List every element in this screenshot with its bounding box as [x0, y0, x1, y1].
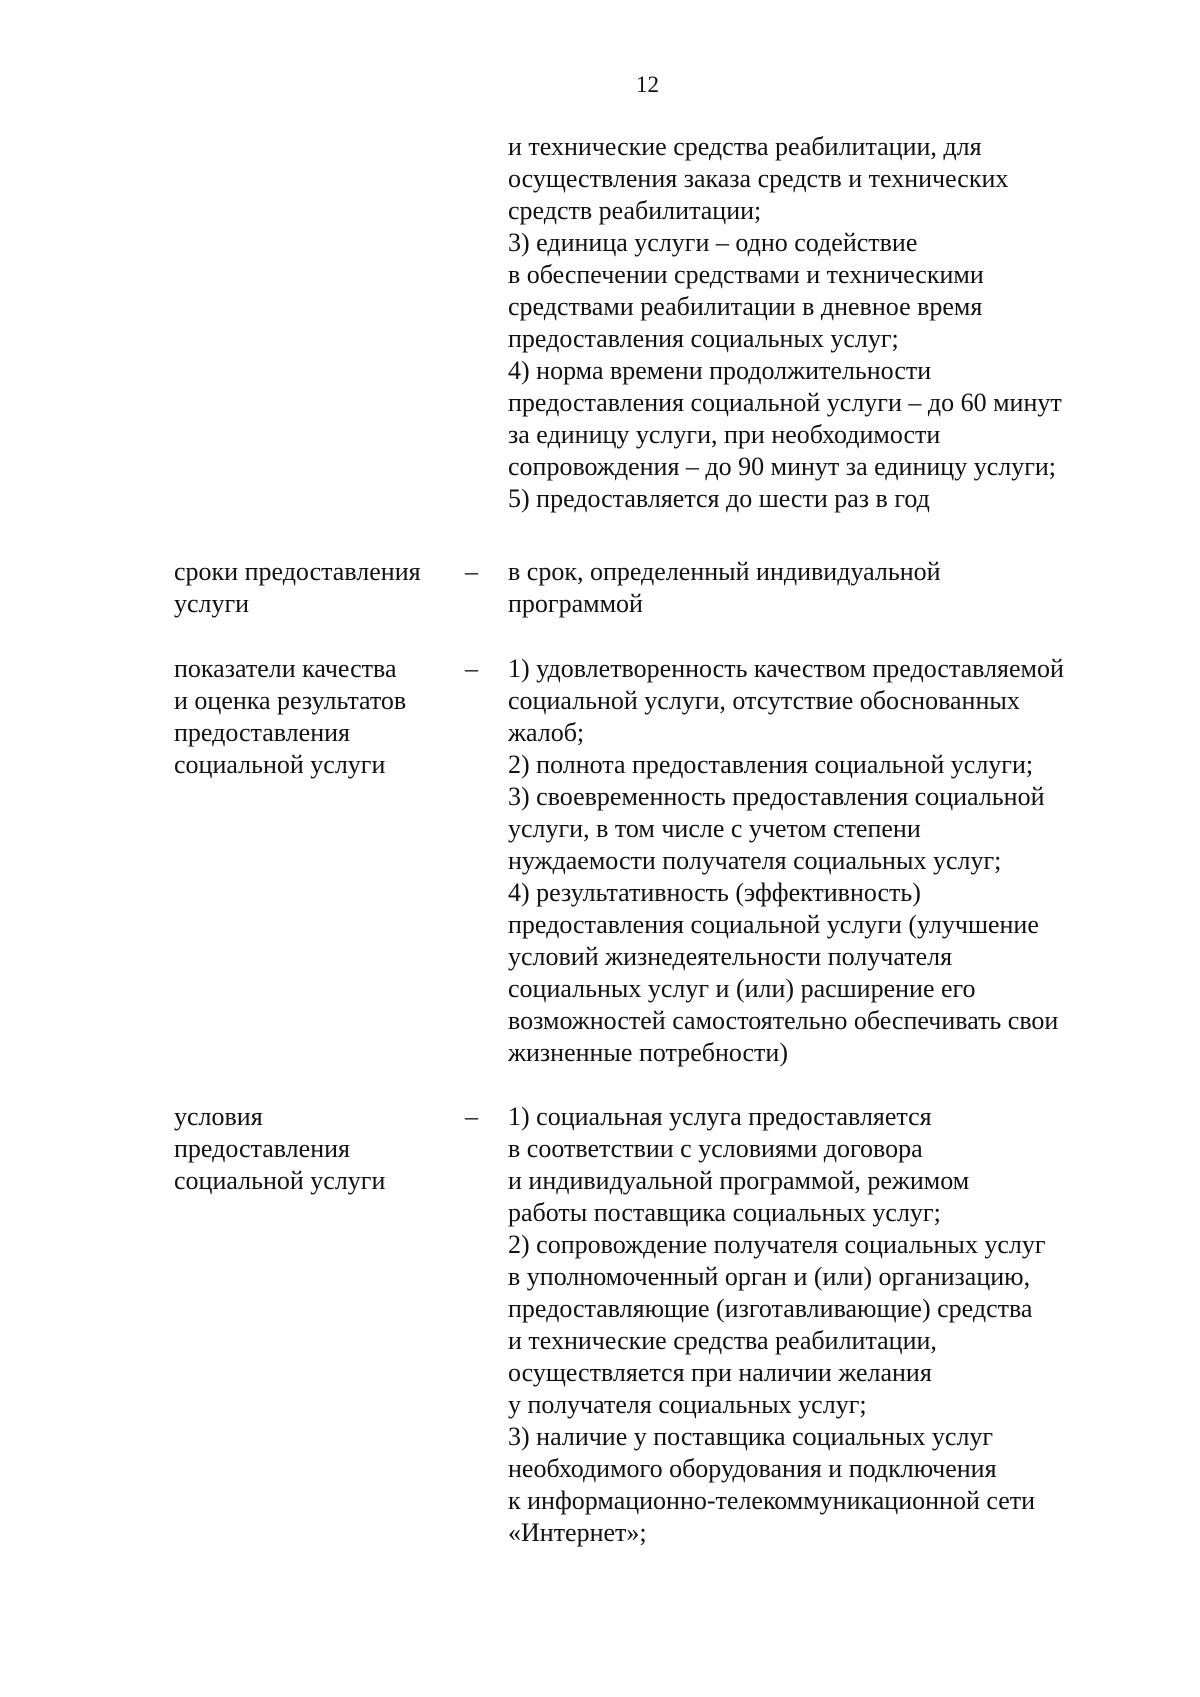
- description-line: в срок, определенный индивидуальной: [508, 557, 941, 586]
- description-line: осуществляется при наличии желания: [508, 1358, 932, 1387]
- continuation-line: 3) единица услуги – одно содействие: [508, 228, 918, 257]
- description-line: 3) своевременность предоставления социальной: [508, 782, 1045, 811]
- description-line: социальной услуги, отсутствие обоснованных: [508, 686, 1020, 715]
- term-line: условия: [174, 1102, 263, 1131]
- description-line: программой: [508, 589, 643, 618]
- description-line: жалоб;: [508, 718, 585, 747]
- description-line: 3) наличие у поставщика социальных услуг: [508, 1422, 994, 1451]
- continuation-line: осуществления заказа средств и технических: [508, 164, 1009, 193]
- description-line: предоставляющие (изготавливающие) средства: [508, 1294, 1033, 1323]
- term-dash: –: [465, 1102, 478, 1131]
- term-line: социальной услуги: [174, 750, 386, 779]
- page-number: 12: [636, 72, 659, 97]
- term-line: и оценка результатов: [174, 686, 407, 715]
- continuation-line: сопровождения – до 90 минут за единицу услуги;: [508, 452, 1057, 481]
- description-line: 1) удовлетворенность качеством предоставляемой: [508, 654, 1064, 683]
- term-line: услуги: [174, 589, 250, 618]
- description-line: возможностей самостоятельно обеспечивать свои: [508, 1006, 1059, 1035]
- description-line: необходимого оборудования и подключения: [508, 1454, 997, 1483]
- description-line: нуждаемости получателя социальных услуг;: [508, 846, 1002, 875]
- continuation-line: и технические средства реабилитации, для: [508, 132, 982, 161]
- description-line: жизненные потребности): [508, 1038, 788, 1067]
- description-line: в соответствии с условиями договора: [508, 1134, 923, 1163]
- term-line: сроки предоставления: [174, 557, 421, 586]
- description-line: 2) полнота предоставления социальной услуги;: [508, 750, 1034, 779]
- term-line: предоставления: [174, 1134, 350, 1163]
- description-line: и технические средства реабилитации,: [508, 1326, 937, 1355]
- continuation-line: средствами реабилитации в дневное время: [508, 292, 983, 321]
- description-line: у получателя социальных услуг;: [508, 1390, 867, 1419]
- term-line: предоставления: [174, 718, 350, 747]
- description-line: услуги, в том числе с учетом степени: [508, 814, 921, 843]
- description-line: в уполномоченный орган и (или) организацию,: [508, 1262, 1031, 1291]
- term-line: показатели качества: [174, 654, 397, 683]
- description-line: «Интернет»;: [508, 1518, 647, 1547]
- description-line: 2) сопровождение получателя социальных услуг: [508, 1230, 1046, 1259]
- continuation-line: 4) норма времени продолжительности: [508, 356, 932, 385]
- description-line: предоставления социальной услуги (улучшение: [508, 910, 1039, 939]
- continuation-line: 5) предоставляется до шести раз в год: [508, 484, 930, 513]
- description-line: 1) социальная услуга предоставляется: [508, 1102, 932, 1131]
- term-dash: –: [465, 654, 478, 683]
- description-line: и индивидуальной программой, режимом: [508, 1166, 970, 1195]
- description-line: условий жизнедеятельности получателя: [508, 942, 953, 971]
- description-line: к информационно-телекоммуникационной сети: [508, 1486, 1036, 1515]
- term-dash: –: [465, 557, 478, 586]
- continuation-line: за единицу услуги, при необходимости: [508, 420, 941, 449]
- continuation-line: средств реабилитации;: [508, 196, 762, 225]
- description-line: социальных услуг и (или) расширение его: [508, 974, 976, 1003]
- continuation-line: предоставления социальных услуг;: [508, 324, 899, 353]
- continuation-line: предоставления социальной услуги – до 60 минут: [508, 388, 1062, 417]
- term-line: социальной услуги: [174, 1166, 386, 1195]
- continuation-line: в обеспечении средствами и техническими: [508, 260, 984, 289]
- description-line: 4) результативность (эффективность): [508, 878, 921, 907]
- description-line: работы поставщика социальных услуг;: [508, 1198, 941, 1227]
